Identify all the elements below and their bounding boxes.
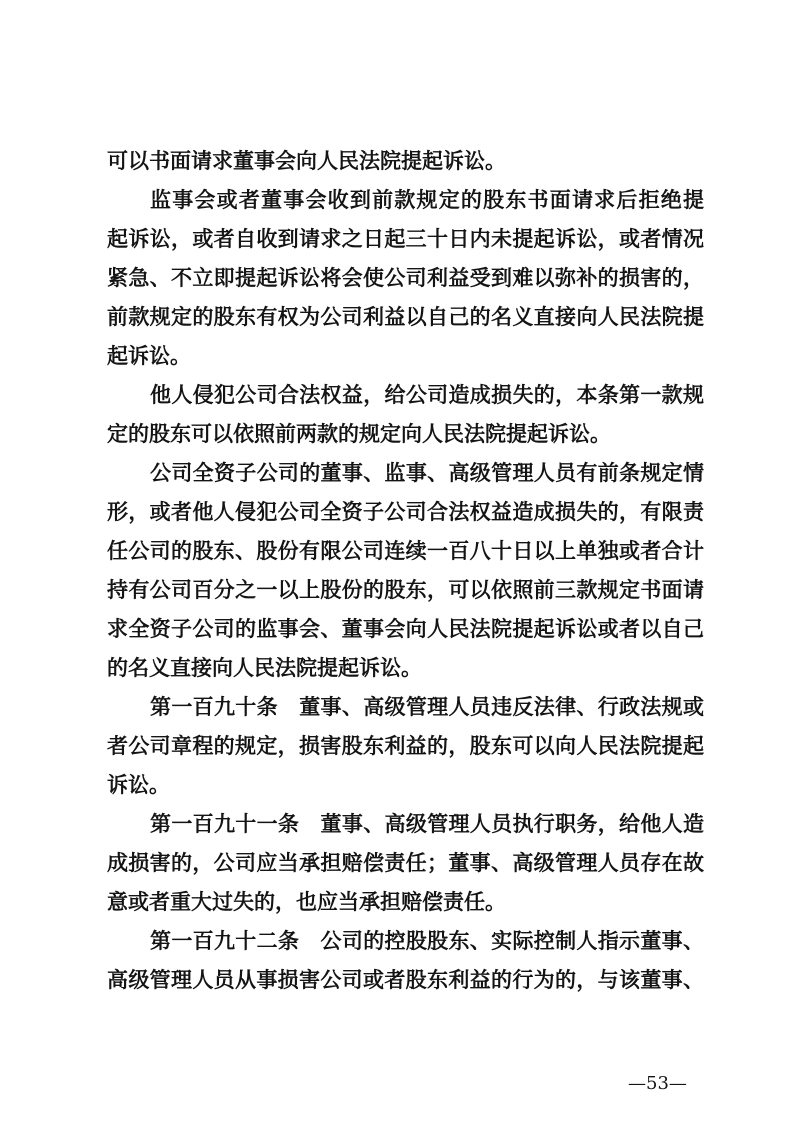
- text-line: 紧急、不立即提起诉讼将会使公司利益受到难以弥补的损害的，: [107, 266, 704, 290]
- paragraph: [107, 142, 704, 181]
- page-number: —53—: [628, 1073, 687, 1094]
- article-190: [107, 688, 704, 805]
- text-line: 起诉讼，或者自收到请求之日起三十日内未提起诉讼，或者情况: [107, 227, 704, 251]
- text-line: 高级管理人员从事损害公司或者股东利益的行为的，与该董事、: [107, 968, 704, 992]
- body-text: [107, 142, 704, 1000]
- text-line: 第一百九十条 董事、高级管理人员违反法律、行政法规或: [150, 695, 704, 719]
- article-192: [107, 922, 704, 1000]
- text-line: 定的股东可以依照前两款的规定向人民法院提起诉讼。: [107, 422, 611, 446]
- text-line: 诉讼。: [107, 773, 170, 797]
- text-line: 意或者重大过失的，也应当承担赔偿责任。: [107, 890, 506, 914]
- text-line: 成损害的，公司应当承担赔偿责任；董事、高级管理人员存在故: [107, 851, 704, 875]
- text-line: 任公司的股东、股份有限公司连续一百八十日以上单独或者合计: [107, 539, 704, 563]
- text-line: 求全资子公司的监事会、董事会向人民法院提起诉讼或者以自己: [107, 617, 704, 641]
- article-191: [107, 805, 704, 922]
- text-line: 形，或者他人侵犯公司全资子公司合法权益造成损失的，有限责: [107, 500, 704, 524]
- text-line: 持有公司百分之一以上股份的股东，可以依照前三款规定书面请: [107, 578, 704, 602]
- text-line: 监事会或者董事会收到前款规定的股东书面请求后拒绝提: [150, 188, 704, 212]
- text-line: 第一百九十二条 公司的控股股东、实际控制人指示董事、: [150, 929, 704, 953]
- text-line: 他人侵犯公司合法权益，给公司造成损失的，本条第一款规: [150, 383, 704, 407]
- paragraph: [107, 376, 704, 454]
- text-line: 公司全资子公司的董事、监事、高级管理人员有前条规定情: [150, 461, 704, 485]
- text-line: 前款规定的股东有权为公司利益以自己的名义直接向人民法院提: [107, 305, 704, 329]
- text-line: 起诉讼。: [107, 344, 191, 368]
- paragraph: [107, 454, 704, 688]
- text-line: 的名义直接向人民法院提起诉讼。: [107, 656, 422, 680]
- text-line: 可以书面请求董事会向人民法院提起诉讼。: [107, 149, 506, 173]
- text-line: 者公司章程的规定，损害股东利益的，股东可以向人民法院提起: [107, 734, 704, 758]
- paragraph: [107, 181, 704, 376]
- text-line: 第一百九十一条 董事、高级管理人员执行职务，给他人造: [150, 812, 704, 836]
